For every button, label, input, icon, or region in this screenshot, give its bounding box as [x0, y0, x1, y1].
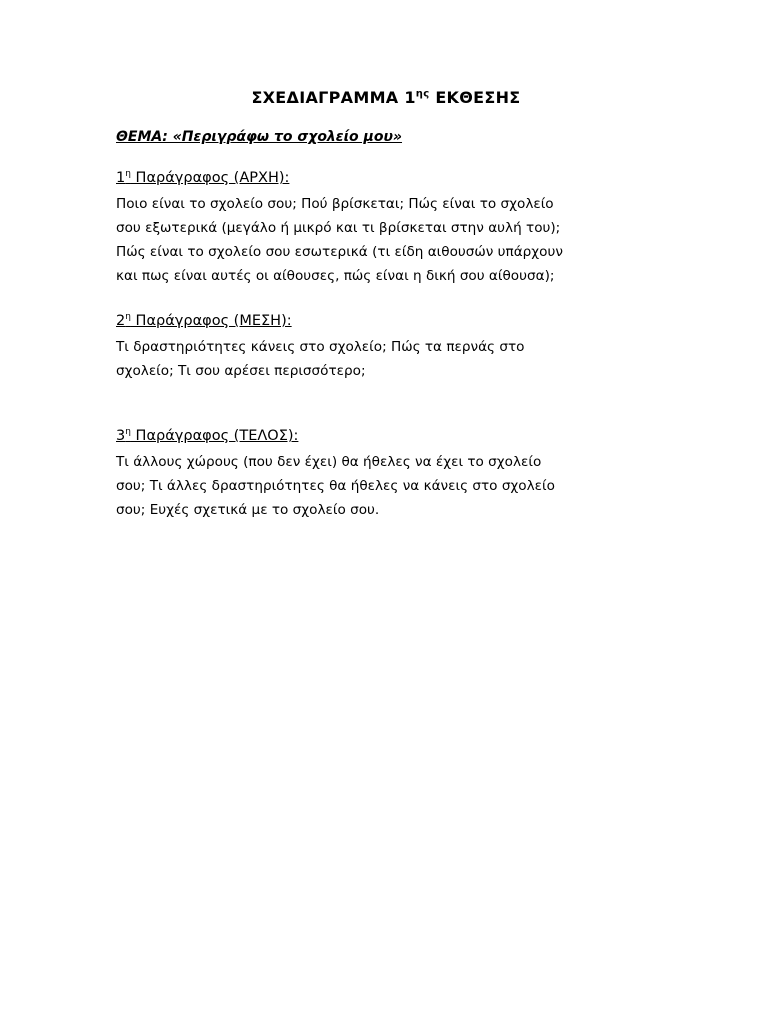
section-heading [116, 427, 298, 444]
title-prefix: ΣΧΕΔΙΑΓΡΑΜΜΑ 1 [251, 88, 416, 107]
document-page [116, 88, 676, 544]
section-heading-text: Παράγραφος (ΜΕΣΗ): [130, 313, 292, 329]
title-suffix: ΕΚΘΕΣΗΣ [429, 88, 521, 107]
section-text: Τι δραστηριότητες κάνεις στο σχολείο; Πώς τα περνάς στο σχολείο; Τι σου αρέσει περισσότερο; [116, 339, 525, 379]
section-superscript: η [125, 427, 131, 438]
section-number: 1 [116, 170, 126, 186]
section-superscript: η [125, 169, 131, 180]
section-number: 3 [116, 428, 126, 444]
section-text: Ποιο είναι το σχολείο σου; Πού βρίσκεται; Πώς είναι το σχολείο σου εξωτερικά (μεγάλο ή μικρό και τι βρίσκεται στην αυλή του); Πώς είναι το σχολείο σου εσωτερικά (τι είδη αιθουσών υπάρχουν και πως είναι αυτές οι αίθουσες, πώς είναι η δική σου αίθουσα); [116, 196, 563, 284]
section-middle [116, 310, 676, 383]
section-number: 2 [116, 313, 126, 329]
document-title [116, 88, 656, 107]
section-heading [116, 169, 289, 186]
theme-text: ΘΕΜΑ: «Περιγράφω το σχολείο μου» [116, 129, 403, 145]
section-introduction [116, 167, 676, 288]
theme-line [116, 129, 676, 145]
section-text: Τι άλλους χώρους (που δεν έχει) θα ήθελες να έχει το σχολείο σου; Τι άλλες δραστηριότητες θα ήθελες να κάνεις στο σχολείο σου; Ευχές σχετικά με το σχολείο σου. [116, 454, 555, 518]
section-heading [116, 312, 292, 329]
title-superscript: ης [415, 88, 430, 100]
section-superscript: η [125, 312, 131, 323]
section-heading-text: Παράγραφος (ΑΡΧΗ): [130, 170, 290, 186]
section-ending [116, 425, 676, 522]
section-heading-text: Παράγραφος (ΤΕΛΟΣ): [130, 428, 299, 444]
